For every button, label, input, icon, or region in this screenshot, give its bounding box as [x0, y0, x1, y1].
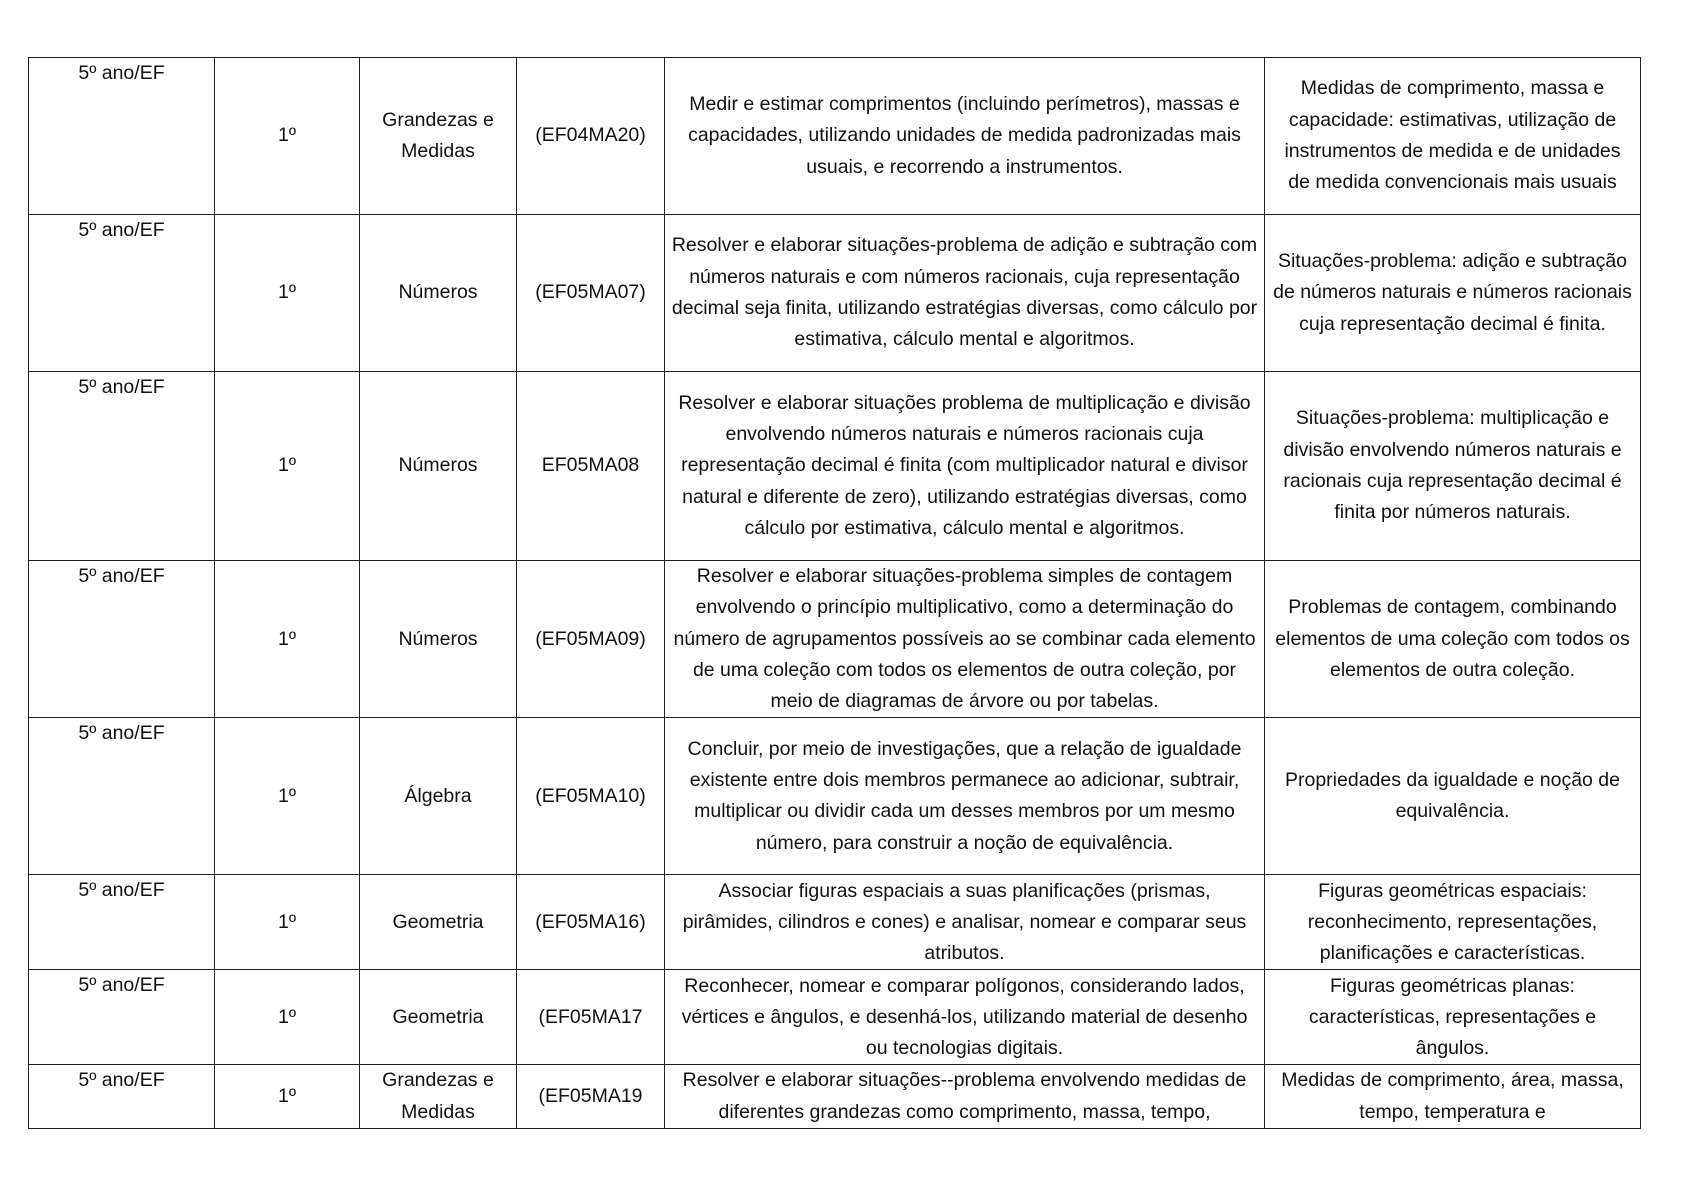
year-cell: 5º ano/EF: [29, 970, 215, 1065]
skill-code-cell: (EF05MA19: [517, 1065, 665, 1129]
year-cell: 5º ano/EF: [29, 1065, 215, 1129]
skill-code-cell: (EF05MA16): [517, 875, 665, 970]
year-cell: 5º ano/EF: [29, 215, 215, 372]
thematic-unit-cell: Números: [360, 372, 517, 561]
skill-description-cell: Resolver e elaborar situações-problema de adição e subtração com números naturais e com números racionais, cuja representação decimal seja finita, utilizando estratégias diversas, como cálculo por estimativa, cálculo mental e algoritmos.: [665, 215, 1265, 372]
skill-description-cell: Medir e estimar comprimentos (incluindo perímetros), massas e capacidades, utilizando unidades de medida padronizadas mais usuais, e recorrendo a instrumentos.: [665, 58, 1265, 215]
knowledge-object-cell: Problemas de contagem, combinando elementos de uma coleção com todos os elementos de outra coleção.: [1265, 561, 1641, 718]
thematic-unit-cell: Números: [360, 561, 517, 718]
skill-description-cell: Resolver e elaborar situações problema de multiplicação e divisão envolvendo números naturais e números racionais cuja representação decimal é finita (com multiplicador natural e divisor natural e diferente de zero), utilizando estratégias diversas, como cálculo por estimativa, cálculo mental e algoritmos.: [665, 372, 1265, 561]
table-row: [29, 372, 1641, 561]
bimester-cell: 1º: [215, 970, 360, 1065]
table-row: [29, 970, 1641, 1065]
thematic-unit-cell: Grandezas e Medidas: [360, 1065, 517, 1129]
knowledge-object-cell: Figuras geométricas planas: características, representações e ângulos.: [1265, 970, 1641, 1065]
thematic-unit-cell: Números: [360, 215, 517, 372]
knowledge-object-cell: Propriedades da igualdade e noção de equivalência.: [1265, 718, 1641, 875]
knowledge-object-cell: Medidas de comprimento, área, massa, tempo, temperatura e: [1265, 1065, 1641, 1129]
knowledge-object-cell: Figuras geométricas espaciais: reconhecimento, representações, planificações e características.: [1265, 875, 1641, 970]
skill-code-cell: (EF05MA09): [517, 561, 665, 718]
table-row: [29, 875, 1641, 970]
table-row: [29, 215, 1641, 372]
thematic-unit-cell: Geometria: [360, 970, 517, 1065]
bimester-cell: 1º: [215, 1065, 360, 1129]
bimester-cell: 1º: [215, 58, 360, 215]
skill-code-cell: (EF05MA17: [517, 970, 665, 1065]
thematic-unit-cell: Geometria: [360, 875, 517, 970]
thematic-unit-cell: Grandezas e Medidas: [360, 58, 517, 215]
skill-description-cell: Associar figuras espaciais a suas planificações (prismas, pirâmides, cilindros e cones) e analisar, nomear e comparar seus atributos.: [665, 875, 1265, 970]
skill-code-cell: (EF05MA07): [517, 215, 665, 372]
knowledge-object-cell: Situações-problema: adição e subtração de números naturais e números racionais cuja representação decimal é finita.: [1265, 215, 1641, 372]
bimester-cell: 1º: [215, 215, 360, 372]
skill-description-cell: Concluir, por meio de investigações, que a relação de igualdade existente entre dois membros permanece ao adicionar, subtrair, multiplicar ou dividir cada um desses membros por um mesmo número, para construir a noção de equivalência.: [665, 718, 1265, 875]
skill-code-cell: (EF04MA20): [517, 58, 665, 215]
knowledge-object-cell: Medidas de comprimento, massa e capacidade: estimativas, utilização de instrumentos de medida e de unidades de medida convencionais mais usuais: [1265, 58, 1641, 215]
document-page: [28, 57, 1640, 1129]
table-row: [29, 718, 1641, 875]
bimester-cell: 1º: [215, 561, 360, 718]
year-cell: 5º ano/EF: [29, 58, 215, 215]
curriculum-table: [28, 57, 1641, 1129]
table-row: [29, 561, 1641, 718]
skill-description-cell: Resolver e elaborar situações-problema simples de contagem envolvendo o princípio multiplicativo, como a determinação do número de agrupamentos possíveis ao se combinar cada elemento de uma coleção com todos os elementos de outra coleção, por meio de diagramas de árvore ou por tabelas.: [665, 561, 1265, 718]
table-row: [29, 58, 1641, 215]
year-cell: 5º ano/EF: [29, 561, 215, 718]
year-cell: 5º ano/EF: [29, 372, 215, 561]
bimester-cell: 1º: [215, 875, 360, 970]
year-cell: 5º ano/EF: [29, 718, 215, 875]
skill-description-cell: Resolver e elaborar situações--problema envolvendo medidas de diferentes grandezas como comprimento, massa, tempo,: [665, 1065, 1265, 1129]
skill-code-cell: EF05MA08: [517, 372, 665, 561]
table-row: [29, 1065, 1641, 1129]
skill-code-cell: (EF05MA10): [517, 718, 665, 875]
skill-description-cell: Reconhecer, nomear e comparar polígonos, considerando lados, vértices e ângulos, e desenhá-los, utilizando material de desenho ou tecnologias digitais.: [665, 970, 1265, 1065]
year-cell: 5º ano/EF: [29, 875, 215, 970]
knowledge-object-cell: Situações-problema: multiplicação e divisão envolvendo números naturais e racionais cuja representação decimal é finita por números naturais.: [1265, 372, 1641, 561]
bimester-cell: 1º: [215, 372, 360, 561]
bimester-cell: 1º: [215, 718, 360, 875]
thematic-unit-cell: Álgebra: [360, 718, 517, 875]
